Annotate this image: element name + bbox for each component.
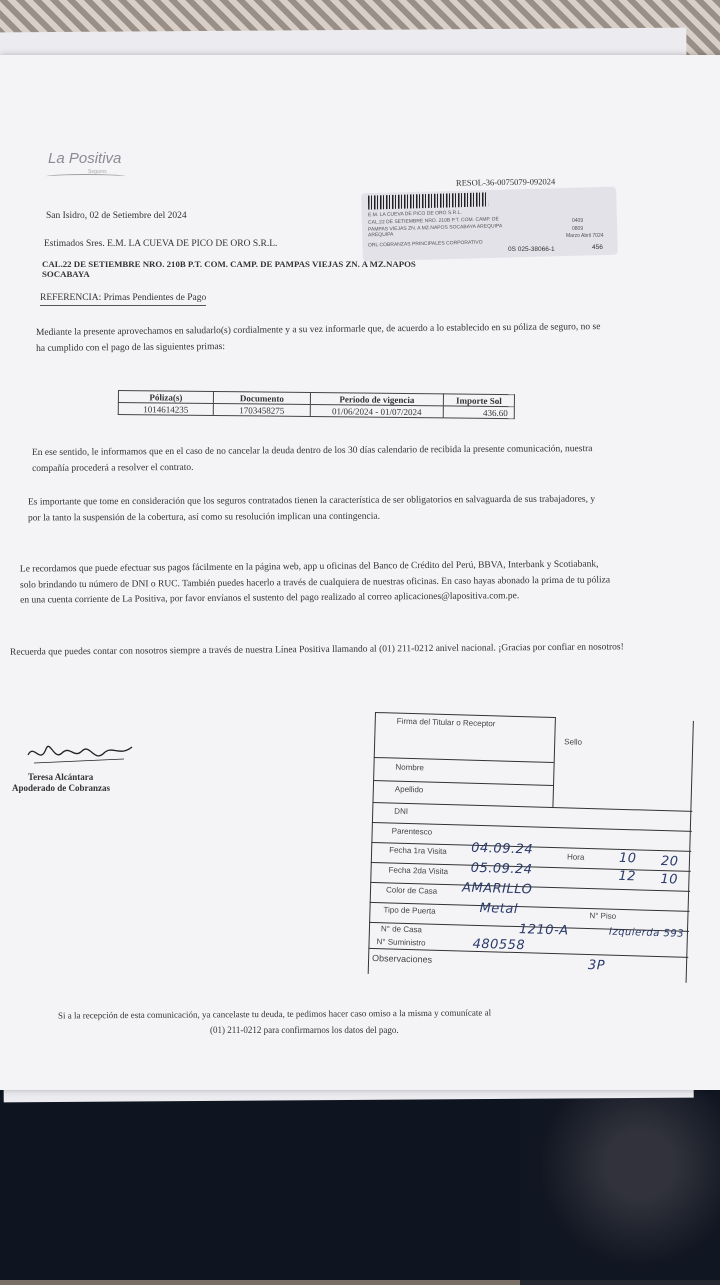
label-code2: 0809 bbox=[572, 226, 584, 232]
hand-ncasa: 1210-A bbox=[518, 922, 569, 939]
label-footer2: 456 bbox=[592, 244, 603, 251]
col-periodo: Periodo de vigencia bbox=[310, 393, 443, 406]
label-line4: AREQUIPA bbox=[367, 231, 394, 239]
reference: REFERENCIA: Primas Pendientes de Pago bbox=[40, 292, 206, 306]
lbl-parentesco: Parentesco bbox=[391, 826, 433, 837]
paragraph-5: Recuerda que puedes contar con nosotros siempre a través de nuestra Línea Positiva llamando al (01) 211-0212 anivel nacional. ¡Gracias por confiar en nosotros! bbox=[9, 642, 624, 658]
lbl-dni: DNI bbox=[394, 806, 409, 816]
hand-hora1b: 20 bbox=[660, 854, 679, 870]
label-code3: Marzo Abril 7024 bbox=[566, 233, 604, 239]
hand-suministro: 480558 bbox=[472, 936, 526, 954]
lbl-fecha1: Fecha 1ra Visita bbox=[389, 845, 447, 857]
col-poliza: Póliza(s) bbox=[118, 391, 213, 404]
lbl-suministro: N° Suministro bbox=[376, 937, 426, 948]
lbl-color: Color de Casa bbox=[385, 885, 438, 896]
paragraph-2: En ese sentido, le informamos que en el caso de no cancelar la deuda dentro de los 30 días calendario de recibida la presente comunicación, nuestra compañía procederá a resolver el contrato. bbox=[31, 444, 593, 474]
premium-table bbox=[118, 390, 515, 419]
hand-hora2a: 12 bbox=[618, 868, 637, 885]
logo-tagline: Seguros bbox=[88, 169, 107, 175]
signer-name: Teresa Alcántara bbox=[28, 772, 94, 782]
lbl-apellido: Apellido bbox=[394, 784, 424, 795]
company-logo: La Positiva bbox=[48, 150, 122, 167]
lbl-observaciones: Observaciones bbox=[371, 953, 433, 965]
hand-hora2b: 10 bbox=[660, 872, 679, 888]
resolution-number: RESOL-36-0075079-092024 bbox=[455, 176, 556, 188]
lbl-sello: Sello bbox=[564, 737, 583, 747]
lbl-piso: N° Piso bbox=[589, 911, 617, 921]
lbl-firma: Firma del Titular o Receptor bbox=[396, 716, 496, 729]
col-importe: Importe Sol bbox=[443, 394, 514, 407]
logo-swoosh-icon bbox=[46, 174, 126, 179]
hand-color: AMARILLO bbox=[461, 880, 533, 898]
lace-corner bbox=[520, 1085, 720, 1285]
paragraph-1: Mediante la presente aprovechamos en saludarlo(s) cordialmente y a su vez informarle que, de acuerdo a lo establecido en su póliza de seguro, no se ha cumplido con el pago de las siguientes primas: bbox=[35, 322, 601, 354]
hand-obs: 3P bbox=[587, 958, 606, 974]
lbl-nombre: Nombre bbox=[395, 762, 425, 773]
lbl-puerta: Tipo de Puerta bbox=[383, 905, 436, 916]
hand-puerta: Metal bbox=[479, 900, 519, 918]
addressee: Estimados Sres. E.M. LA CUEVA DE PICO DE ORO S.R.L. bbox=[44, 239, 278, 249]
label-code1: 0409 bbox=[572, 218, 584, 224]
label-footer: 0S 025-38066-1 bbox=[508, 246, 555, 253]
lbl-fecha2: Fecha 2da Visita bbox=[388, 865, 449, 877]
hand-piso: Izquierda 593 bbox=[608, 926, 685, 940]
lbl-ncasa: N° de Casa bbox=[380, 924, 423, 935]
label-line3: PAMPAS VIEJAS ZN. A MZ.NAPOS SOCABAYA AREQUIPA bbox=[367, 223, 503, 233]
cell-documento: 1703458275 bbox=[213, 403, 310, 416]
label-line1: E.M. LA CUEVA DE PICO DE ORO S.R.L. bbox=[367, 209, 462, 219]
hand-fecha2: 05.09.24 bbox=[470, 860, 533, 878]
hand-fecha1: 04.09.24 bbox=[471, 840, 534, 858]
col-documento: Documento bbox=[213, 392, 310, 405]
address-line1: CAL.22 DE SETIEMBRE NRO. 210B P.T. COM. CAMP. DE PAMPAS VIEJAS ZN. A MZ.NAPOS bbox=[42, 259, 416, 269]
address-line2: SOCABAYA bbox=[42, 269, 90, 279]
footer-line2: (01) 211-0212 para confirmarnos los datos del pago. bbox=[210, 1025, 399, 1035]
date-line: San Isidro, 02 de Setiembre del 2024 bbox=[46, 211, 187, 221]
signer-title: Apoderado de Cobranzas bbox=[12, 783, 111, 793]
paragraph-3: Es importante que tome en consideración que los seguros contratados tienen la característica de ser obligatorios en salvaguarda de sus trabajadores, y por la tanto la suspensión de la cobertura, así como su resolución implican una contingencia. bbox=[27, 494, 596, 524]
paragraph-4: Le recordamos que puede efectuar sus pagos fácilmente en la página web, app u oficinas del Banco de Crédito del Perú, BBVA, Interbank y Scotiabank, solo brindando tu número de DNI o RUC. También puedes hacerlo a través de cualquiera de nuestras oficinas. En caso hayas abonado la prima de tu póliza en una cuenta corriente de La Positiva, por favor envíanos el sustento del pago realizado al correo aplicaciones@lapositiva.com.pe. bbox=[19, 559, 611, 606]
hand-hora1a: 10 bbox=[618, 850, 637, 867]
cell-importe: 436.60 bbox=[443, 406, 514, 419]
delivery-stamp bbox=[368, 712, 697, 983]
footer-line1: Si a la recepción de esta comunicación, ya cancelaste tu deuda, te pedimos hacer caso omiso a la misma y comunícate al bbox=[57, 1007, 492, 1021]
handwritten-signature bbox=[24, 735, 144, 771]
cell-periodo: 01/06/2024 - 01/07/2024 bbox=[310, 405, 443, 418]
label-line5: ORL COBRANZAS PRINCIPALES CORPORATIVO bbox=[367, 239, 483, 249]
cell-poliza: 1014614235 bbox=[118, 403, 213, 416]
lbl-hora: Hora bbox=[566, 852, 585, 862]
label-line2: CAL.22 DE SETIEMBRE NRO. 210B P.T. COM. CAMP. DE bbox=[367, 216, 500, 226]
